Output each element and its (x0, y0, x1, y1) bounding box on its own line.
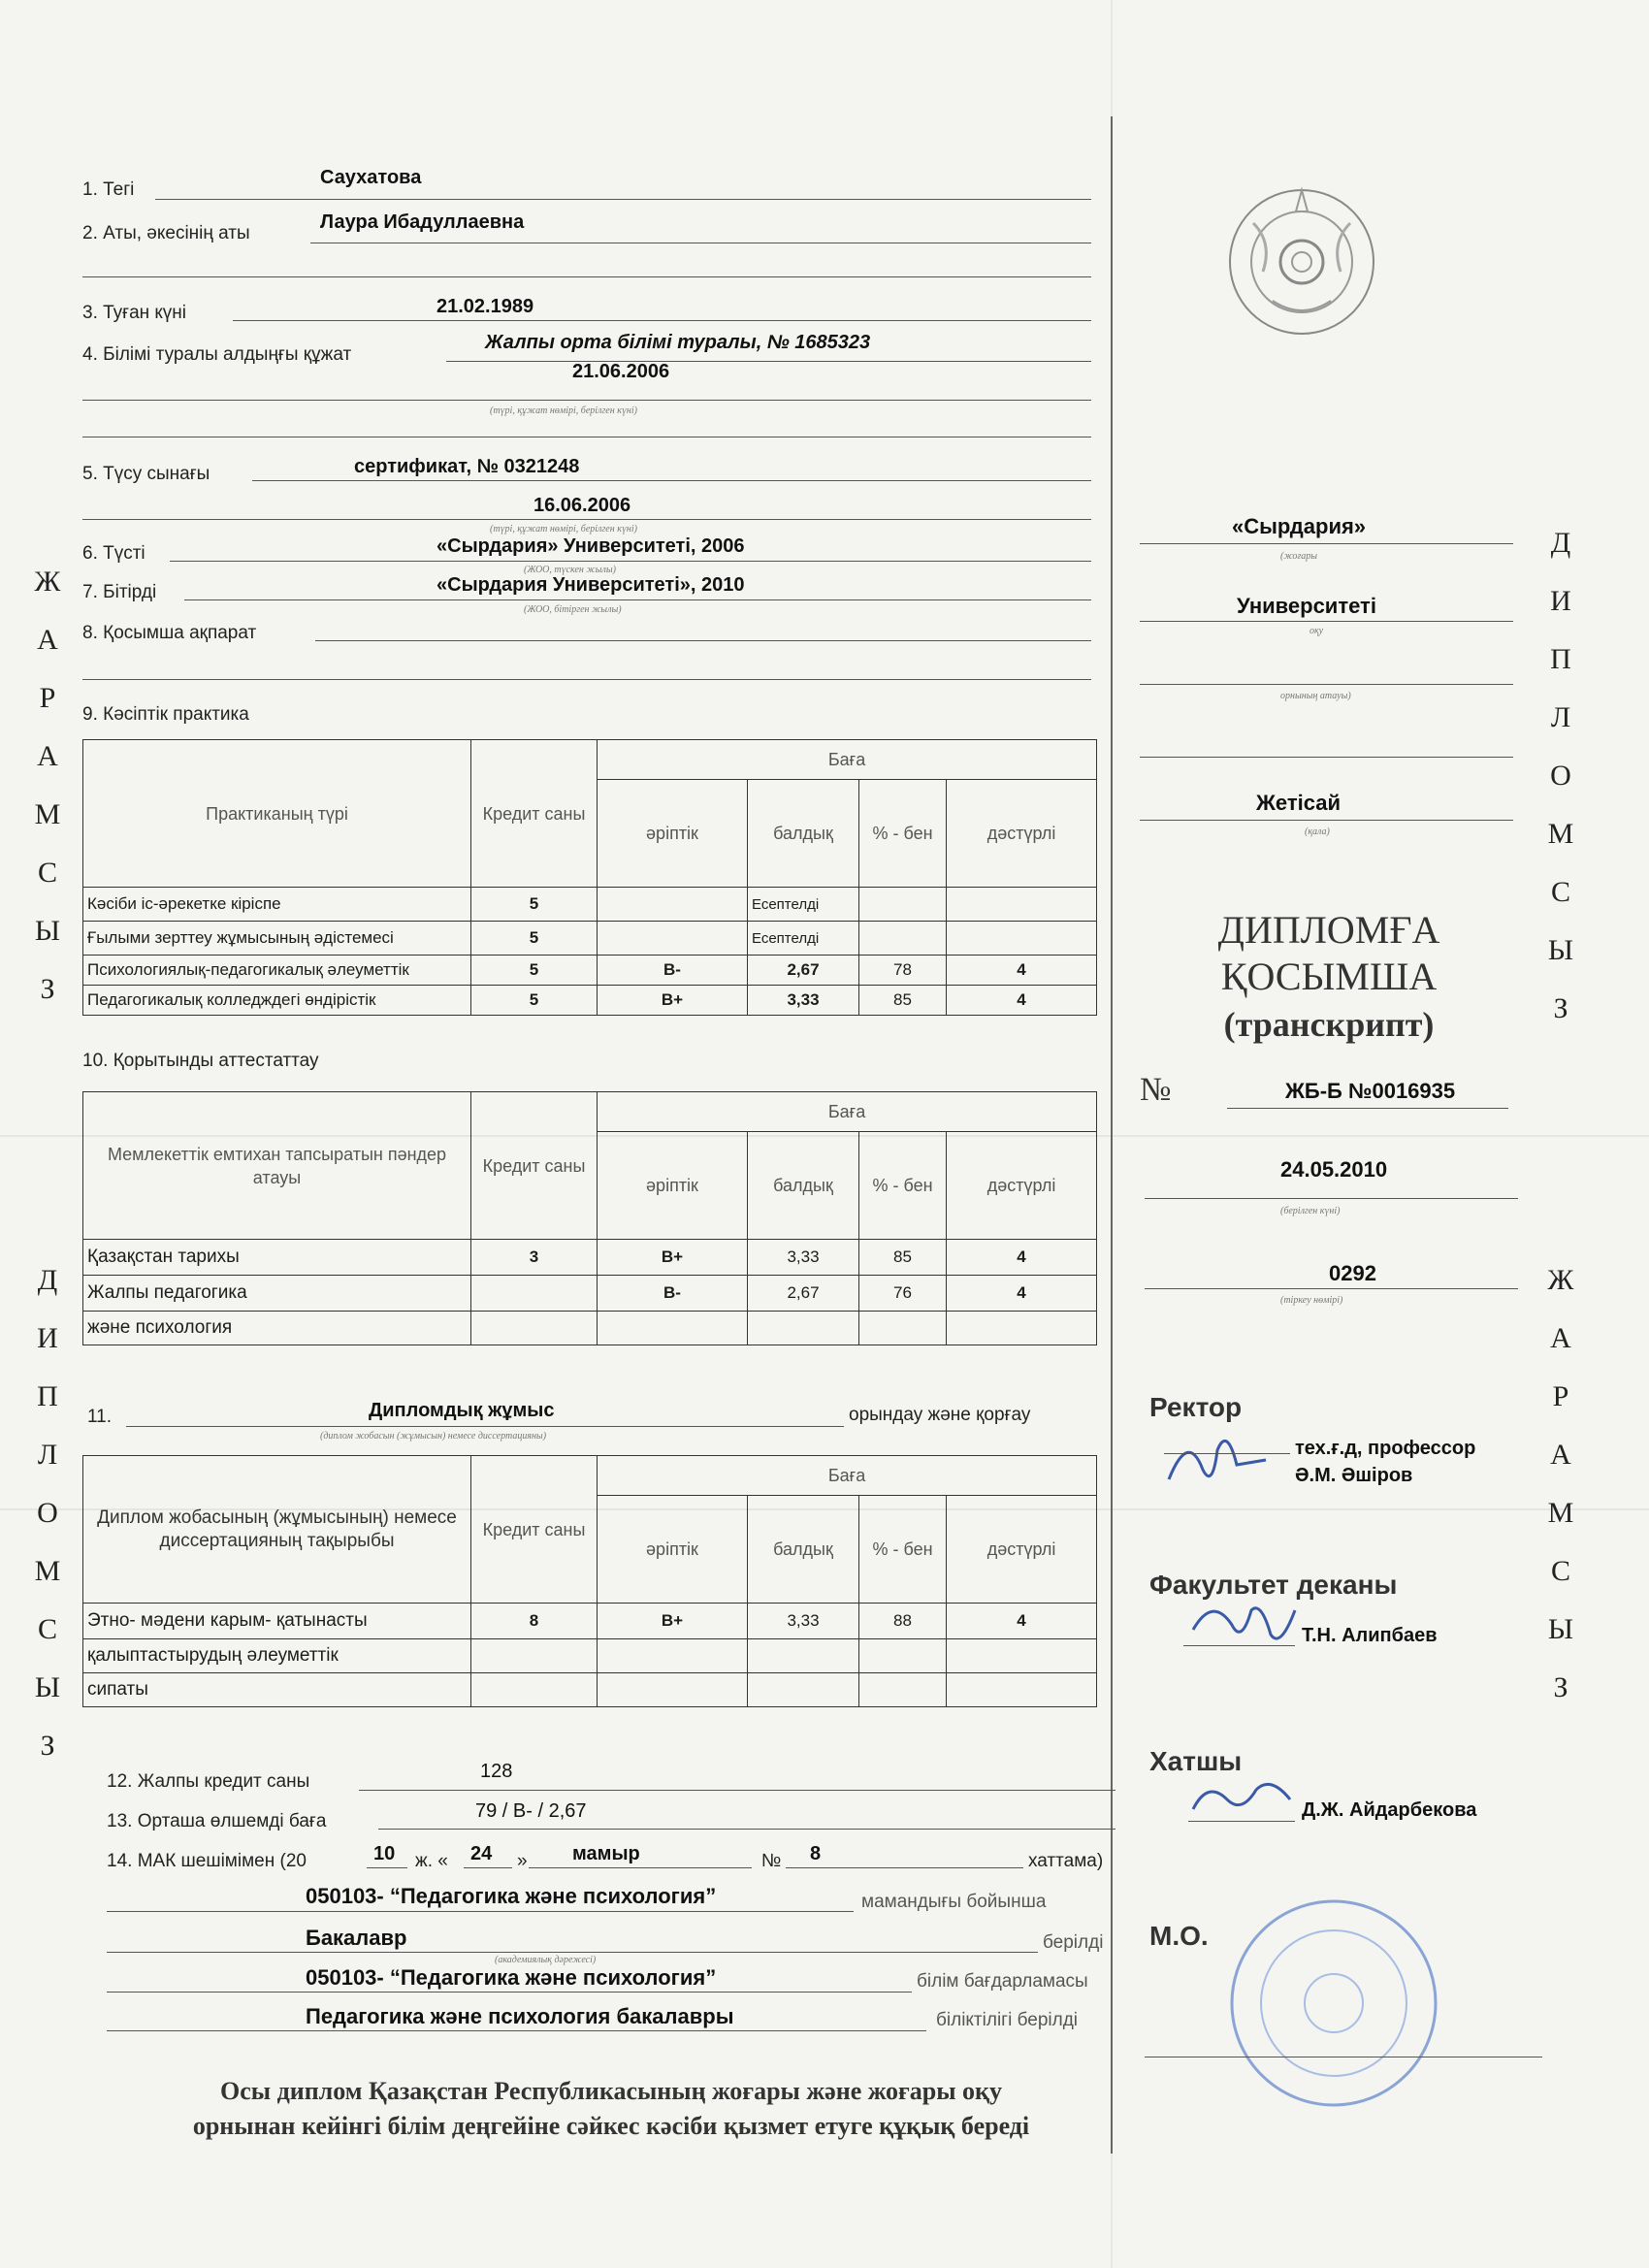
side-word-right-bottom: Ж А Р А М С Ы З (1547, 1264, 1576, 1703)
secretary-label: Хатшы (1149, 1746, 1243, 1776)
thesis-table (82, 1455, 1097, 1707)
cell-credit: 8 (471, 1604, 598, 1639)
thesis-suffix: орындау және қорғау (849, 1405, 1031, 1425)
entered-value: «Сырдария» Университеті, 2006 (436, 535, 745, 557)
col-header-letter: әріптік (598, 780, 748, 888)
birth-label: 3. Туған күні (82, 303, 186, 323)
cell-point: 2,67 (748, 956, 859, 986)
field-line (1164, 1453, 1290, 1454)
col-header-subject: Мемлекеттік емтихан тапсыратын пәндер атауы (83, 1092, 471, 1240)
attest-table (82, 1091, 1097, 1345)
entrance-date: 16.06.2006 (534, 495, 631, 516)
mak-month: мамыр (572, 1843, 640, 1864)
extra-label: 8. Қосымша ақпарат (82, 623, 257, 643)
cell-letter: B- (598, 1276, 748, 1312)
cell-name: Кәсіби іс-әрекетке кіріспе (83, 888, 471, 922)
degree-value: Бакалавр (306, 1926, 407, 1950)
cell-credit (471, 1639, 598, 1673)
cell-trad: 4 (947, 956, 1097, 986)
field-line (315, 640, 1091, 641)
cell-credit (471, 1312, 598, 1345)
cell-percent: 85 (859, 986, 947, 1016)
prev-doc-label: 4. Білімі туралы алдыңғы құжат (82, 344, 352, 365)
cell-percent: 85 (859, 1240, 947, 1276)
cell-percent (859, 1639, 947, 1673)
cell-percent (859, 1312, 947, 1345)
entered-label: 6. Түсті (82, 543, 146, 564)
name-value: Лаура Ибадуллаевна (320, 211, 525, 233)
qual-suffix: біліктілігі берілді (936, 2010, 1079, 2030)
rector-signature (1159, 1421, 1276, 1499)
surname-value: Саухатова (320, 167, 422, 188)
field-line (786, 1867, 1023, 1868)
cell-name: Педагогикалық колледждегі өндірістік (83, 986, 471, 1016)
surname-label: 1. Тегі (82, 179, 135, 200)
cell-letter (598, 922, 748, 956)
side-word-left-top: Ж А Р А М С Ы З (34, 566, 63, 1005)
field-line (126, 1426, 844, 1427)
state-emblem (1224, 184, 1379, 340)
cell-letter (598, 1312, 748, 1345)
entrance-label: 5. Түсу сынағы (82, 464, 210, 484)
cell-percent (859, 922, 947, 956)
dean-signature (1183, 1591, 1300, 1659)
name-label: 2. Аты, әкесінің аты (82, 223, 250, 243)
cell-name: қалыптастырудың әлеуметтік (83, 1639, 471, 1673)
cell-trad (947, 1673, 1097, 1707)
cell-point: 3,33 (748, 986, 859, 1016)
cell-trad: 4 (947, 1604, 1097, 1639)
cell-trad (947, 888, 1097, 922)
col-header-grade: Баға (598, 1456, 1097, 1496)
cell-letter (598, 888, 748, 922)
cell-letter: B- (598, 956, 748, 986)
cell-point: Есептелді (748, 922, 859, 956)
footer-line-2: орнынан кейінгі білім деңгейіне сәйкес кәсіби қызмет етуге құқық береді (192, 2112, 1030, 2140)
field-line (1140, 684, 1513, 685)
table-row (83, 888, 1097, 922)
field-line (1227, 1108, 1508, 1109)
field-line (82, 276, 1091, 277)
field-line (82, 679, 1091, 680)
field-line (1140, 757, 1513, 758)
table-row (83, 956, 1097, 986)
mak-label: 14. МАК шешімімен (20 (107, 1851, 307, 1871)
cell-percent (859, 1673, 947, 1707)
field-line (378, 1829, 1116, 1830)
center-divider (1111, 116, 1113, 2154)
field-line (446, 361, 1091, 362)
degree-suffix: берілді (1043, 1932, 1104, 1953)
col-header-letter: әріптік (598, 1132, 748, 1240)
doc-subtitle: (транскрипт) (1223, 1005, 1435, 1044)
program-suffix: білім бағдарламасы (917, 1971, 1088, 1992)
mak-y-text: ж. « (415, 1851, 448, 1871)
field-line (107, 1992, 912, 1993)
secretary-signature (1183, 1770, 1300, 1829)
table-row (83, 986, 1097, 1016)
gpa-value: 79 / B- / 2,67 (475, 1800, 587, 1822)
spec-value: 050103- “Педагогика және психология” (306, 1884, 717, 1908)
credits-label: 12. Жалпы кредит саны (107, 1771, 310, 1792)
table-row (83, 1673, 1097, 1707)
cell-trad (947, 922, 1097, 956)
doc-title-line-2: ҚОСЫМША (1220, 955, 1438, 998)
field-line (252, 480, 1091, 481)
cell-point (748, 1673, 859, 1707)
cell-letter: B+ (598, 1604, 748, 1639)
field-line (1145, 1288, 1518, 1289)
cell-percent: 78 (859, 956, 947, 986)
cell-trad (947, 1639, 1097, 1673)
cell-credit: 5 (471, 956, 598, 986)
table-row (83, 1312, 1097, 1345)
cell-credit: 3 (471, 1240, 598, 1276)
col-header-point: балдық (748, 1132, 859, 1240)
thesis-value: Дипломдық жұмыс (369, 1400, 555, 1421)
col-header-percent: % - бен (859, 1132, 947, 1240)
cell-name: және психология (83, 1312, 471, 1345)
mak-day: 24 (470, 1843, 493, 1864)
field-line (1140, 543, 1513, 544)
footer-line-1: Осы диплом Қазақстан Республикасының жоғары және жоғары оқу (220, 2077, 1002, 2105)
attest-label: 10. Қорытынды аттестаттау (82, 1051, 319, 1071)
uni-hint-1: (жоғары (1280, 551, 1318, 562)
field-line (107, 2030, 926, 2031)
graduated-hint: (ЖОО, бітірген жылы) (524, 604, 622, 615)
col-header-trad: дәстүрлі (947, 1132, 1097, 1240)
dean-label: Факультет деканы (1149, 1570, 1398, 1600)
col-header-point: балдық (748, 780, 859, 888)
table-row (83, 1604, 1097, 1639)
field-line (233, 320, 1091, 321)
field-line (1188, 1821, 1295, 1822)
col-header-credit: Кредит саны (471, 1092, 598, 1240)
cell-credit: 5 (471, 986, 598, 1016)
col-header-type: Практиканың түрі (83, 740, 471, 888)
dean-name: Т.Н. Алипбаев (1302, 1625, 1438, 1646)
col-header-credit: Кредит саны (471, 1456, 598, 1604)
rector-label: Ректор (1149, 1392, 1243, 1422)
cell-point: 2,67 (748, 1276, 859, 1312)
col-header-topic: Диплом жобасының (жұмысының) немесе диссертацияның тақырыбы (83, 1456, 471, 1604)
field-line (155, 199, 1091, 200)
birth-value: 21.02.1989 (436, 296, 534, 317)
cell-trad: 4 (947, 1240, 1097, 1276)
doc-title-line-1: ДИПЛОМҒА (1217, 908, 1440, 952)
cell-name: сипаты (83, 1673, 471, 1707)
uni-hint-3: орнының атауы) (1280, 691, 1351, 701)
field-line (170, 561, 1091, 562)
thesis-num: 11. (87, 1407, 113, 1427)
registration-number: 0292 (1329, 1261, 1376, 1285)
col-header-trad: дәстүрлі (947, 780, 1097, 888)
field-line (529, 1867, 752, 1868)
col-header-grade: Баға (598, 1092, 1097, 1132)
cell-point: 3,33 (748, 1240, 859, 1276)
mak-num: 8 (810, 1843, 822, 1864)
mak-year: 10 (373, 1843, 396, 1864)
entrance-hint: (түрі, құжат нөмірі, берілген күні) (490, 524, 637, 535)
col-header-percent: % - бен (859, 1496, 947, 1604)
cell-name: Жалпы педагогика (83, 1276, 471, 1312)
cell-name: Психологиялық-педагогикалық әлеуметтік (83, 956, 471, 986)
university-seal (1222, 1892, 1445, 2115)
cell-credit: 5 (471, 888, 598, 922)
cell-credit (471, 1673, 598, 1707)
degree-hint: (академиялық дәрежесі) (495, 1955, 597, 1965)
entrance-value: сертификат, № 0321248 (354, 456, 580, 477)
prev-doc-value: Жалпы орта білімі туралы, № 1685323 (485, 332, 871, 353)
city-hint: (қала) (1305, 826, 1330, 837)
number-sign: № (1140, 1072, 1172, 1108)
col-header-percent: % - бен (859, 780, 947, 888)
side-word-right-top: Д И П Л О М С Ы З (1547, 527, 1576, 1024)
cell-percent: 76 (859, 1276, 947, 1312)
table-row (83, 922, 1097, 956)
cell-trad: 4 (947, 1276, 1097, 1312)
graduated-value: «Сырдария Университеті», 2010 (436, 574, 745, 596)
field-line (1183, 1645, 1295, 1646)
uni-hint-2: оқу (1310, 626, 1324, 636)
field-line (367, 1867, 407, 1868)
program-value: 050103- “Педагогика және психология” (306, 1965, 717, 1990)
field-line (1145, 1198, 1518, 1199)
city-value: Жетісай (1256, 791, 1341, 815)
field-line (107, 1952, 1038, 1953)
issue-date: 24.05.2010 (1280, 1157, 1388, 1182)
entered-hint: (ЖОО, түскен жылы) (524, 565, 616, 575)
field-line (1140, 820, 1513, 821)
field-line (82, 400, 1091, 401)
field-line (359, 1790, 1116, 1791)
secretary-name: Д.Ж. Айдарбекова (1302, 1799, 1477, 1821)
reg-hint: (тіркеу нөмірі) (1280, 1295, 1343, 1306)
field-line (82, 519, 1091, 520)
university-line-1: «Сырдария» (1232, 514, 1367, 538)
col-header-trad: дәстүрлі (947, 1496, 1097, 1604)
mak-no-text: № (761, 1851, 782, 1871)
prev-doc-date: 21.06.2006 (572, 361, 670, 382)
doc-title (1135, 907, 1523, 1000)
qual-value: Педагогика және психология бакалавры (306, 2004, 734, 2028)
cell-letter (598, 1673, 748, 1707)
rector-title: тех.ғ.д, профессор (1295, 1438, 1476, 1459)
cell-credit: 5 (471, 922, 598, 956)
col-header-point: балдық (748, 1496, 859, 1604)
cell-letter: B+ (598, 986, 748, 1016)
cell-point: 3,33 (748, 1604, 859, 1639)
cell-point: Есептелді (748, 888, 859, 922)
practice-label: 9. Кәсіптік практика (82, 704, 249, 725)
cell-credit (471, 1276, 598, 1312)
seal-label: М.О. (1149, 1921, 1209, 1951)
col-header-letter: әріптік (598, 1496, 748, 1604)
table-row (83, 1240, 1097, 1276)
thesis-hint: (диплом жобасын (жұмысын) немесе диссертацияны) (320, 1431, 547, 1442)
date-hint: (берілген күні) (1280, 1206, 1341, 1216)
col-header-grade: Баға (598, 740, 1097, 780)
cell-percent (859, 888, 947, 922)
table-row (83, 1639, 1097, 1673)
rector-name: Ә.М. Әшіров (1295, 1465, 1413, 1486)
field-line (1140, 621, 1513, 622)
diploma-number: ЖБ-Б №0016935 (1285, 1079, 1456, 1103)
field-line (184, 599, 1091, 600)
mak-end-text: хаттама) (1028, 1851, 1104, 1871)
field-line (107, 1911, 854, 1912)
col-header-credit: Кредит саны (471, 740, 598, 888)
field-line (464, 1867, 512, 1868)
spec-suffix: мамандығы бойынша (861, 1892, 1047, 1912)
cell-trad (947, 1312, 1097, 1345)
cell-letter: B+ (598, 1240, 748, 1276)
cell-point (748, 1312, 859, 1345)
prev-doc-hint: (түрі, құжат нөмірі, берілген күні) (490, 405, 637, 416)
university-line-2: Университеті (1237, 594, 1376, 618)
gpa-label: 13. Орташа өлшемді баға (107, 1811, 327, 1831)
cell-name: Этно- мәдени карым- қатынасты (83, 1604, 471, 1639)
table-row (83, 1276, 1097, 1312)
credits-value: 128 (480, 1761, 513, 1782)
cell-point (748, 1639, 859, 1673)
mak-q-text: » (517, 1851, 528, 1871)
cell-trad: 4 (947, 986, 1097, 1016)
cell-name: Ғылыми зерттеу жұмысының әдістемесі (83, 922, 471, 956)
cell-percent: 88 (859, 1604, 947, 1639)
side-word-left-bottom: Д И П Л О М С Ы З (34, 1264, 63, 1762)
graduated-label: 7. Бітірді (82, 582, 157, 602)
cell-letter (598, 1639, 748, 1673)
practice-table (82, 739, 1097, 1016)
cell-name: Қазақстан тарихы (83, 1240, 471, 1276)
